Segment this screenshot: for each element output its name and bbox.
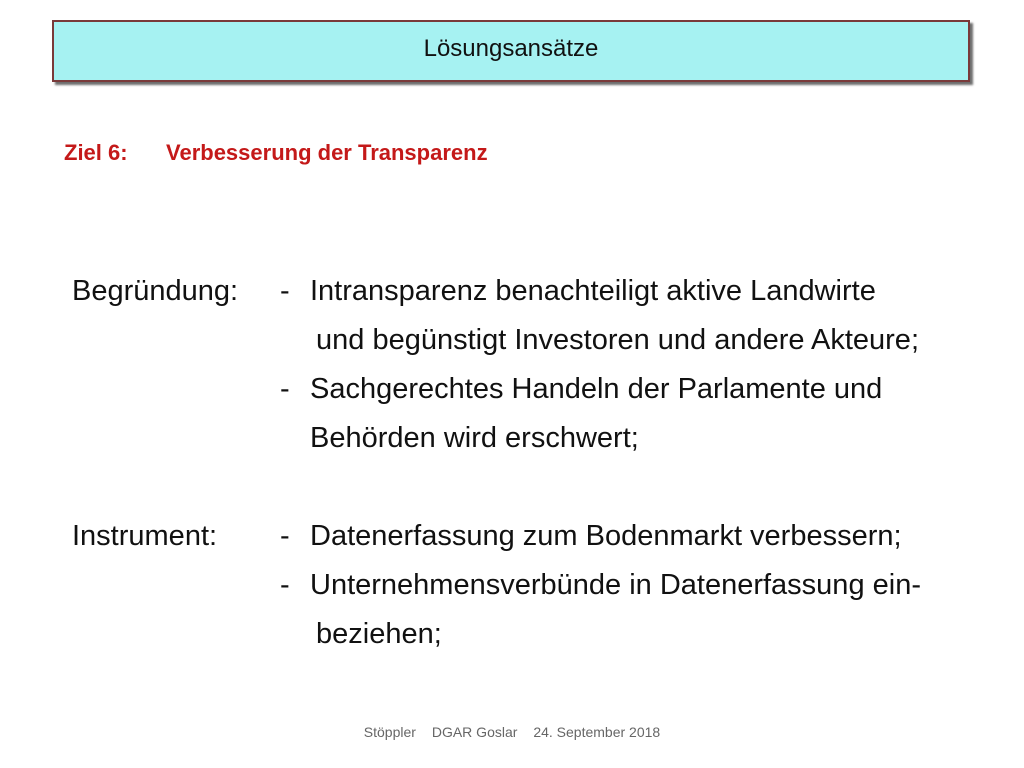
goal-text: Verbesserung der Transparenz	[166, 140, 488, 165]
footer-author: Stöppler	[363, 724, 416, 740]
footer-event: DGAR Goslar	[431, 724, 518, 740]
begruendung-dash-2: -	[280, 373, 290, 405]
instrument-line-1: Datenerfassung zum Bodenmarkt verbessern;	[310, 520, 902, 552]
goal-number: Ziel 6:	[64, 140, 128, 165]
begruendung-line-2: und begünstigt Investoren und andere Akteure;	[316, 324, 919, 356]
instrument-line-3: beziehen;	[316, 618, 442, 650]
begruendung-line-3: Sachgerechtes Handeln der Parlamente und	[310, 373, 883, 405]
begruendung-line-4: Behörden wird erschwert;	[310, 422, 639, 454]
slide-title-box	[52, 20, 970, 82]
footer-date: 24. September 2018	[533, 724, 661, 740]
instrument-label: Instrument:	[72, 520, 218, 552]
begruendung-dash-1: -	[280, 275, 290, 307]
begruendung-line-1: Intransparenz benachteiligt aktive Landwirte	[310, 275, 876, 307]
slide-footer	[0, 724, 1024, 740]
instrument-dash-2: -	[280, 569, 290, 601]
instrument-dash-1: -	[280, 520, 290, 552]
begruendung-label: Begründung:	[72, 275, 239, 307]
slide-title: Lösungsansätze	[423, 35, 599, 62]
instrument-line-2: Unternehmensverbünde in Datenerfassung ein-	[310, 569, 921, 601]
